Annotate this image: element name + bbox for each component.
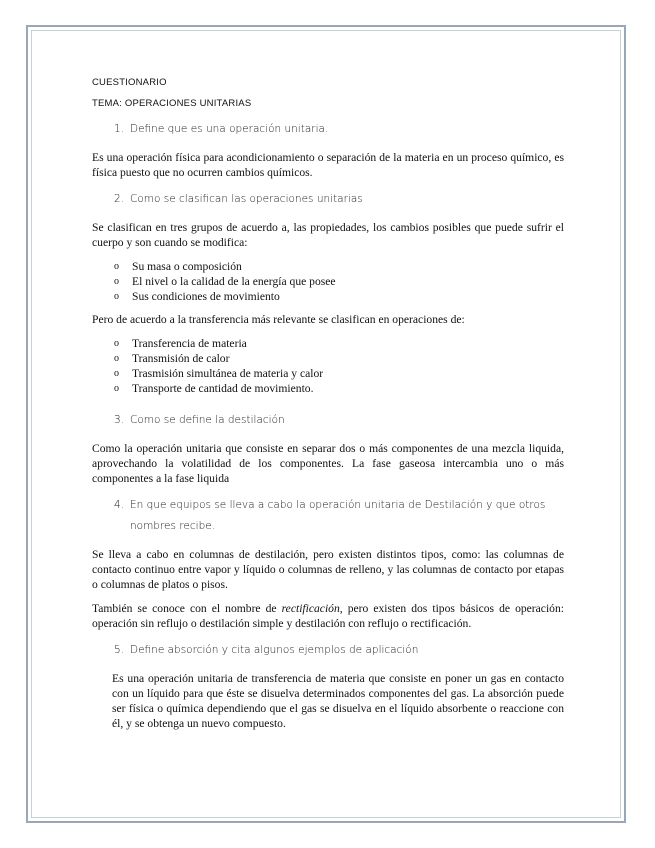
answer-1: Es una operación física para acondicionamiento o separación de la materia en un proceso químico, es física puesto que no ocurren cambios químicos. xyxy=(92,151,564,179)
list-item xyxy=(114,274,564,289)
answer-4-text-before: También se conoce con el nombre de xyxy=(92,602,282,615)
list-item xyxy=(114,336,564,351)
answer-2-mid: Pero de acuerdo a la transferencia más relevante se clasifican en operaciones de: xyxy=(92,313,465,326)
list-item-text: Transmisión de calor xyxy=(132,352,230,365)
list-item-text: Trasmisión simultánea de materia y calor xyxy=(132,367,324,380)
answer-4-italic-term: rectificación xyxy=(281,602,340,615)
document-content xyxy=(92,77,564,740)
bullet-icon: o xyxy=(114,338,119,349)
document-topic: TEMA: OPERACIONES UNITARIAS xyxy=(92,98,252,109)
answer-2-intro: Se clasifican en tres grupos de acuerdo a, las propiedades, los cambios posibles que puede sufrir el cuerpo y son cuando se modifica: xyxy=(92,221,564,249)
question-3-number: 3. xyxy=(114,414,125,426)
modification-list xyxy=(92,259,564,304)
bullet-icon: o xyxy=(114,291,119,302)
question-4-number: 4. xyxy=(114,499,125,511)
list-item-text: Su masa o composición xyxy=(132,260,242,273)
question-4-text: En que equipos se lleva a cabo la operación unitaria de Destilación y que otros nombres recibe. xyxy=(130,499,546,532)
answer-4-text-after: , pero existen dos tipos básicos de operación: operación sin reflujo o destilación simple y destilación con reflujo o rectificación. xyxy=(92,602,564,630)
list-item-text: Transporte de cantidad de movimiento. xyxy=(132,382,314,395)
list-item xyxy=(114,259,564,274)
question-3 xyxy=(92,410,564,431)
bullet-icon: o xyxy=(114,368,119,379)
answer-4-paragraph-2 xyxy=(92,601,564,631)
list-item-text: El nivel o la calidad de la energía que posee xyxy=(132,275,336,288)
list-item xyxy=(114,351,564,366)
question-2-number: 2. xyxy=(114,193,125,205)
answer-4-paragraph-1: Se lleva a cabo en columnas de destilación, pero existen distintos tipos, como: las columnas de contacto continuo entre vapor y líquido o columnas de relleno, y las columnas de contacto por etapas o columnas de platos o pisos. xyxy=(92,548,564,591)
bullet-icon: o xyxy=(114,353,119,364)
question-5-number: 5. xyxy=(114,644,125,656)
question-4 xyxy=(92,495,564,537)
answer-3: Como la operación unitaria que consiste en separar dos o más componentes de una mezcla liquida, aprovechando la volatilidad de los componentes. La fase gaseosa intercambia uno o más componentes a la fase liquida xyxy=(92,442,564,485)
question-5 xyxy=(92,640,564,661)
question-1 xyxy=(92,119,564,140)
question-5-text: Define absorción y cita algunos ejemplos de aplicación xyxy=(130,644,419,656)
document-title: CUESTIONARIO xyxy=(92,77,167,88)
question-1-text: Define que es una operación unitaria. xyxy=(130,123,329,135)
bullet-icon: o xyxy=(114,383,119,394)
list-item-text: Sus condiciones de movimiento xyxy=(132,290,280,303)
list-item xyxy=(114,289,564,304)
list-item xyxy=(114,381,564,396)
bullet-icon: o xyxy=(114,276,119,287)
list-item xyxy=(114,366,564,381)
question-3-text: Como se define la destilación xyxy=(130,414,285,426)
answer-5: Es una operación unitaria de transferencia de materia que consiste en poner un gas en contacto con un líquido para que éste se disuelva determinados componentes del gas. La absorción puede ser física o química dependiendo que el gas se disuelva en el líquido absorbente o reaccione con él, y se obtenga un nuevo compuesto. xyxy=(112,672,564,730)
list-item-text: Transferencia de materia xyxy=(132,337,247,350)
transfer-list xyxy=(92,336,564,396)
question-2-text: Como se clasifican las operaciones unitarias xyxy=(130,193,363,205)
question-2 xyxy=(92,189,564,210)
question-1-number: 1. xyxy=(114,123,125,135)
document-page xyxy=(26,25,626,823)
bullet-icon: o xyxy=(114,261,119,272)
